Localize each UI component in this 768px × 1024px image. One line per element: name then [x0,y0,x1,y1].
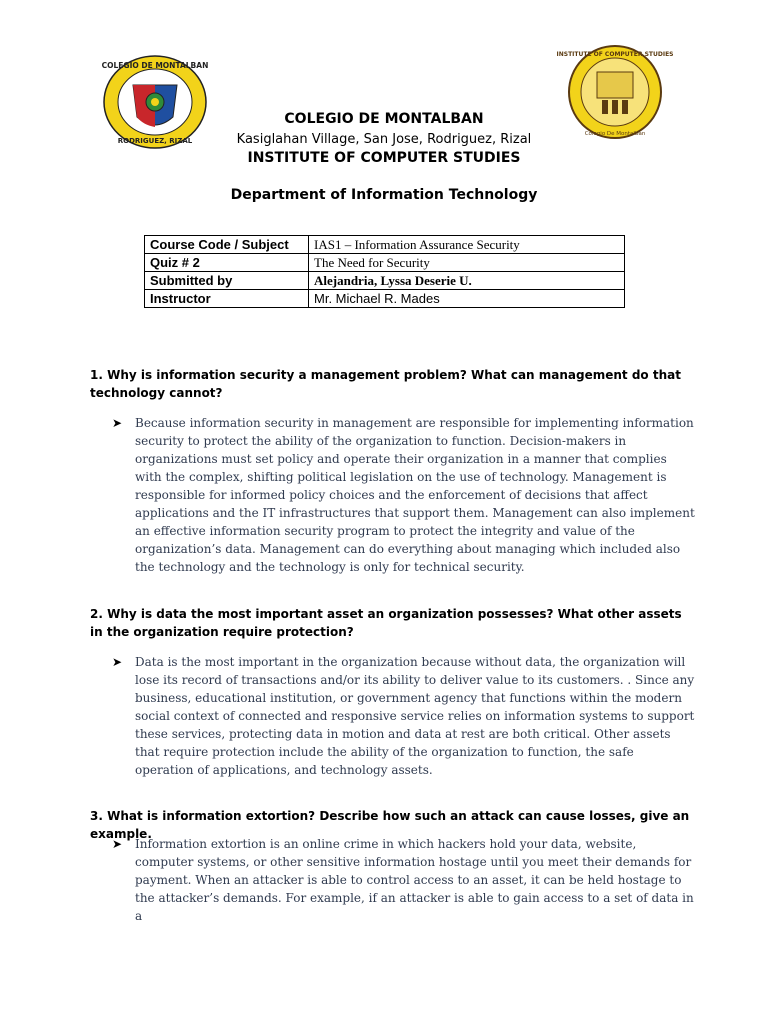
institute-name: INSTITUTE OF COMPUTER STUDIES [247,150,521,166]
svg-text:Colegio De Montalban: Colegio De Montalban [584,131,646,137]
arrow-bullet-icon: ➤ [112,655,123,669]
table-row [145,290,625,308]
question-1: 1. Why is information security a management problem? What can management do that technology cannot? [90,368,681,400]
row-label: Submitted by [145,272,309,290]
answer-1: Because information security in management are responsible for implementing information security to protect the ability of the organization to function. Decision-makers in organizations must set policy and operate their organization in a manner that complies with the complex, shifting political legislation on the use of technology. Management is responsible for informed policy choices and the enforcement of decisions that affect applications and the IT infrastructures that support them. Management can also implement an effective information security program to protect the integrity and value of the organization’s data. Management can do everything about managing which included also the technology and the technology is only for technical security. [135,416,695,574]
school-address: Kasiglahan Village, San Jose, Rodriguez, Rizal [236,132,532,147]
svg-text:INSTITUTE OF COMPUTER STUDIES: INSTITUTE OF COMPUTER STUDIES [556,51,674,58]
arrow-bullet-icon: ➤ [112,837,123,851]
table-row [145,254,625,272]
question-2: 2. Why is data the most important asset an organization possesses? What other assets in the organization require protection? [90,607,682,639]
row-value: Alejandria, Lyssa Deserie U. [309,272,625,290]
row-label: Course Code / Subject [145,236,309,254]
row-value: The Need for Security [309,254,625,272]
department-name: Department of Information Technology [230,187,538,203]
row-label: Instructor [145,290,309,308]
svg-text:COLEGIO DE MONTALBAN: COLEGIO DE MONTALBAN [101,61,209,70]
table-row [145,236,625,254]
arrow-bullet-icon: ➤ [112,416,123,430]
row-value: IAS1 – Information Assurance Security [309,236,625,254]
answer-2: Data is the most important in the organization because without data, the organization will lose its record of transactions and/or its ability to deliver value to its customers. . Since any business, educational institution, or government agency that functions within the modern social context of connected and responsive service relies on information systems to support these services, protecting data in motion and data at rest are both critical. Other assets that require protection include the ability of the organization to function, the safe operation of applications, and technology assets. [135,655,695,777]
submission-info-table [144,235,625,308]
table-row [145,272,625,290]
school-name: COLEGIO DE MONTALBAN [284,111,484,127]
svg-text:RODRIGUEZ, RIZAL: RODRIGUEZ, RIZAL [117,137,193,145]
row-value: Mr. Michael R. Mades [309,290,625,308]
question-3: 3. What is information extortion? Describe how such an attack can cause losses, give an example. [90,809,690,841]
answer-3: Information extortion is an online crime in which hackers hold your data, website, computer systems, or other sensitive information hostage until you meet their demands for payment. When an attacker is able to control access to an asset, it can be held hostage to the attacker’s demands. For example, if an attacker is able to gain access to a set of data in a [135,837,694,923]
row-label: Quiz # 2 [145,254,309,272]
